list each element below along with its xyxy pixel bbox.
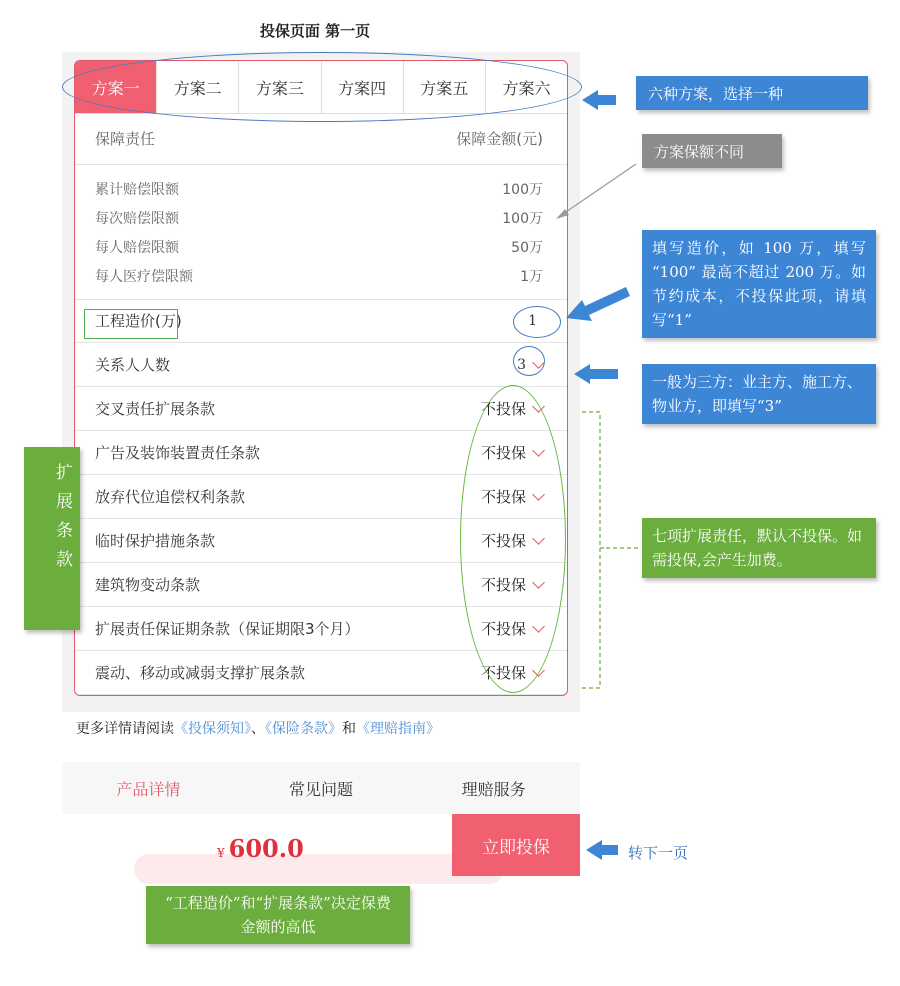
related-people-value[interactable]: 3 xyxy=(517,356,526,373)
arrow-people-icon xyxy=(574,364,618,384)
arrow-plans-icon xyxy=(582,90,616,110)
extension-value-select[interactable]: 不投保 xyxy=(480,400,526,418)
tab-plan-5[interactable]: 方案五 xyxy=(403,61,485,113)
limit-label: 累计赔偿限额 xyxy=(95,182,179,198)
currency-symbol: ¥ xyxy=(217,846,225,860)
extension-label: 广告及装饰装置责任条款 xyxy=(95,444,261,462)
more-info-sep: 、 xyxy=(251,721,265,737)
coverage-header-right: 保障金额(元) xyxy=(456,130,543,148)
limit-label: 每人医疗偿限额 xyxy=(95,269,193,285)
tab-claims-service[interactable]: 理赔服务 xyxy=(461,779,526,799)
tab-plan-4[interactable]: 方案四 xyxy=(321,61,403,113)
tab-plan-6[interactable]: 方案六 xyxy=(485,61,567,113)
tab-plan-3[interactable]: 方案三 xyxy=(238,61,320,113)
limit-label: 每次赔偿限额 xyxy=(95,211,179,227)
extension-label: 放弃代位追偿权利条款 xyxy=(95,488,246,506)
limit-value: 100万 xyxy=(502,182,543,198)
extension-value-select[interactable]: 不投保 xyxy=(480,444,526,462)
project-cost-input[interactable]: 1 xyxy=(528,312,537,329)
limit-value: 1万 xyxy=(520,269,543,285)
link-claims-guide[interactable]: 《理赔指南》 xyxy=(356,721,440,737)
note-six-plans: 六种方案，选择一种 xyxy=(636,76,868,110)
brace-extensions xyxy=(582,412,606,688)
note-decide: “工程造价”和“扩展条款”决定保费金额的高低 xyxy=(146,886,410,944)
extension-label: 交叉责任扩展条款 xyxy=(95,400,216,418)
extension-label: 扩展责任保证期条款（保证期限3个月） xyxy=(95,620,360,638)
note-cost: 填写造价，如 100 万，填写 “100” 最高不超过 200 万。如节约成本，不投保此项，请填写“1” xyxy=(642,230,876,338)
extension-label: 建筑物变动条款 xyxy=(95,576,201,594)
page-title: 投保页面 第一页 xyxy=(259,22,371,40)
price-amount: 600.0 xyxy=(228,834,304,863)
link-terms[interactable]: 《保险条款》 xyxy=(265,721,342,737)
related-people-label: 关系人人数 xyxy=(95,356,171,374)
extension-value-select[interactable]: 不投保 xyxy=(480,532,526,550)
tab-plan-1[interactable]: 方案一 xyxy=(75,61,156,113)
extension-value-select[interactable]: 不投保 xyxy=(480,620,526,638)
tab-product-details[interactable]: 产品详情 xyxy=(116,779,181,799)
buy-now-button[interactable]: 立即投保 xyxy=(452,814,580,876)
project-cost-unit: (万) xyxy=(155,312,182,330)
limit-value: 100万 xyxy=(502,211,543,227)
note-ext-terms: 扩展条款 xyxy=(24,447,80,630)
extension-value-select[interactable]: 不投保 xyxy=(480,664,526,682)
extension-label: 震动、移动或减弱支撑扩展条款 xyxy=(95,664,306,682)
note-seven-ext: 七项扩展责任，默认不投保。如需投保,会产生加费。 xyxy=(642,518,876,578)
limit-value: 50万 xyxy=(511,240,543,256)
extension-label: 临时保护措施条款 xyxy=(95,532,216,550)
tab-faq[interactable]: 常见问题 xyxy=(289,779,354,799)
link-notice[interactable]: 《投保须知》 xyxy=(174,721,251,737)
extension-value-select[interactable]: 不投保 xyxy=(480,488,526,506)
tab-plan-2[interactable]: 方案二 xyxy=(156,61,238,113)
note-plan-diff: 方案保额不同 xyxy=(642,134,782,168)
limit-label: 每人赔偿限额 xyxy=(95,240,179,256)
extension-value-select[interactable]: 不投保 xyxy=(480,576,526,594)
arrow-cost-icon xyxy=(566,287,630,321)
connector-plan-diff xyxy=(560,164,636,216)
note-people: 一般为三方：业主方、施工方、物业方，即填写“3” xyxy=(642,364,876,424)
coverage-header-left: 保障责任 xyxy=(95,130,156,148)
arrow-next-icon xyxy=(586,840,618,860)
more-info-and: 和 xyxy=(342,721,356,737)
note-next-page: 转下一页 xyxy=(628,844,689,862)
more-info-prefix: 更多详情请阅读 xyxy=(76,721,174,737)
project-cost-label: 工程造价 xyxy=(95,312,156,330)
